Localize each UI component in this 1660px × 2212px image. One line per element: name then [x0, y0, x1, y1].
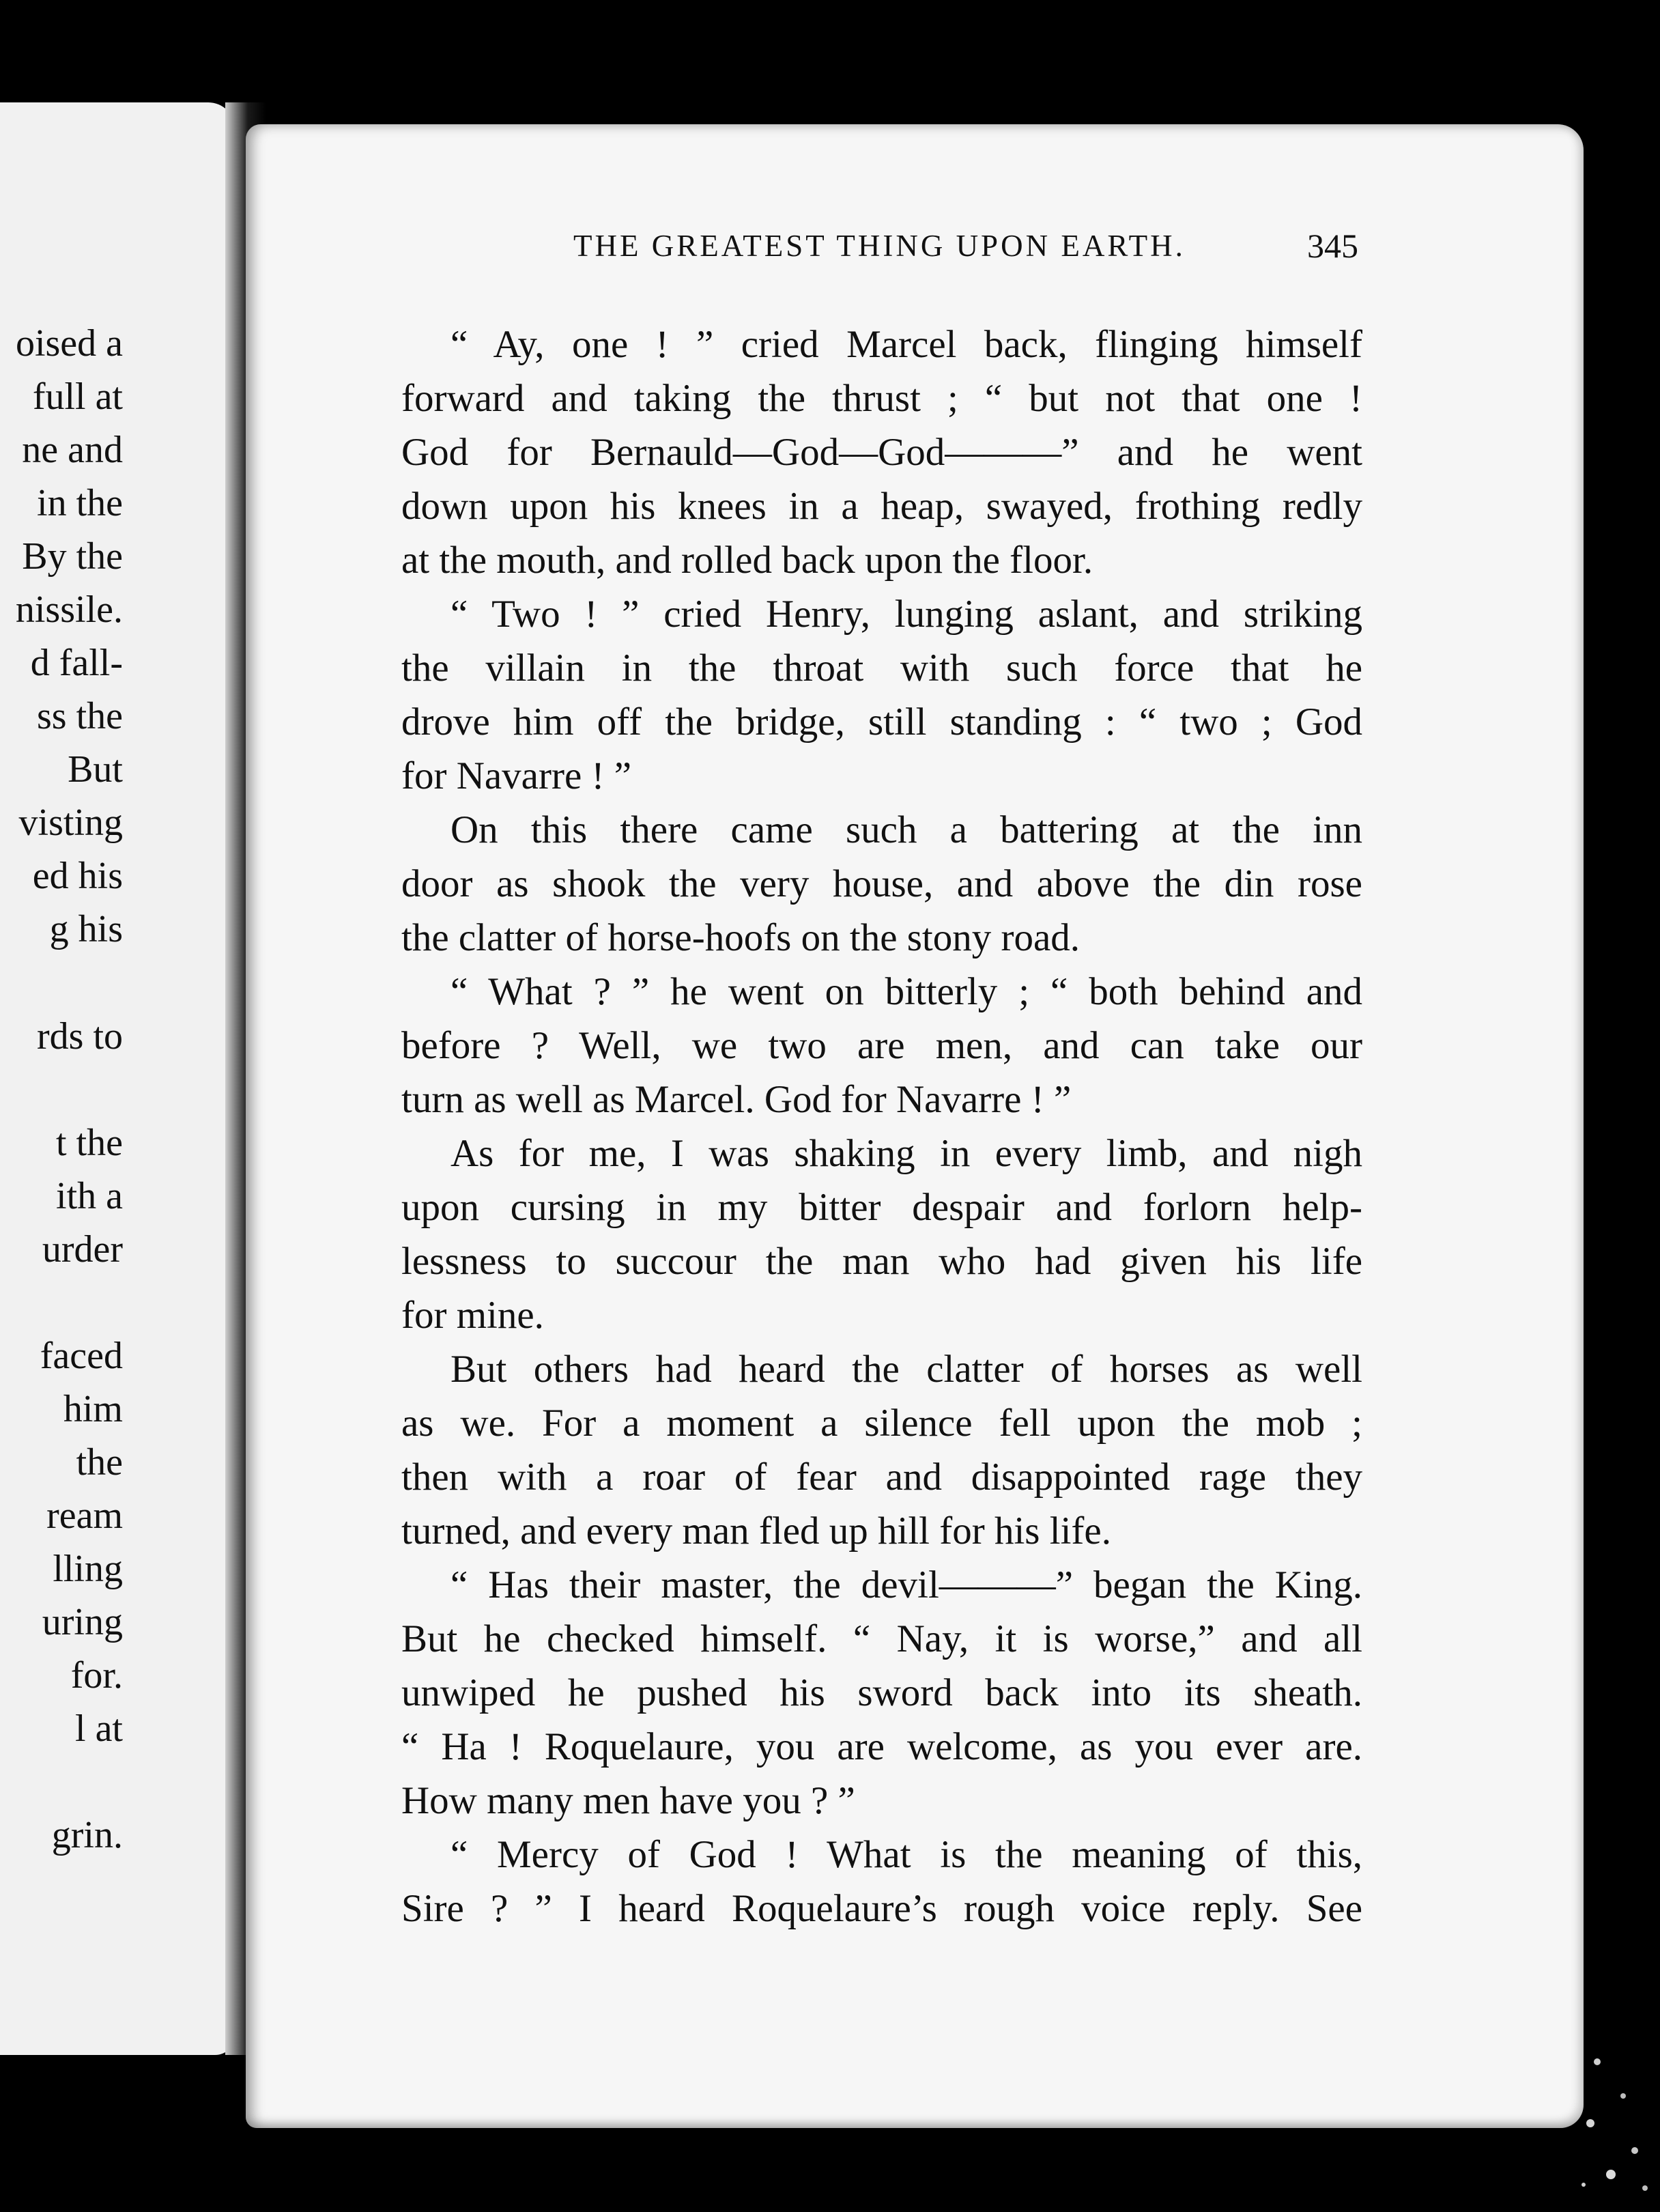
text-line: at the mouth, and rolled back upon the floor. — [401, 539, 1093, 582]
text-line: “ What ? ” he went on bitterly ; “ both behind and — [450, 970, 1362, 1013]
previous-page-line: oised a — [15, 322, 123, 365]
text-line: On this there came such a battering at the inn — [450, 808, 1362, 851]
text-line: for Navarre ! ” — [401, 754, 632, 797]
previous-page-line: him — [63, 1388, 123, 1430]
previous-page-line: g his — [49, 908, 123, 950]
text-line: But he checked himself. “ Nay, it is worse,” and all — [401, 1617, 1362, 1660]
previous-page-line: nissile. — [15, 589, 123, 631]
text-line: “ Ay, one ! ” cried Marcel back, flinging himself — [450, 323, 1362, 366]
text-line: “ Ha ! Roquelaure, you are welcome, as you ever are. — [401, 1725, 1362, 1768]
text-line: “ Has their master, the devil———” began the King. — [450, 1563, 1362, 1606]
previous-page-line: ith a — [56, 1175, 123, 1217]
previous-page-line: the — [76, 1441, 123, 1484]
page-number: 345 — [1307, 227, 1358, 265]
text-line: turn as well as Marcel. God for Navarre ! ” — [401, 1078, 1072, 1121]
text-line: as we. For a moment a silence fell upon the mob ; — [401, 1402, 1362, 1445]
previous-page-line: l at — [75, 1707, 123, 1750]
previous-page-line: full at — [32, 375, 123, 418]
text-line: for mine. — [401, 1294, 544, 1337]
text-line: down upon his knees in a heap, swayed, frothing redly — [401, 485, 1362, 528]
text-line: drove him off the bridge, still standing : “ two ; God — [401, 700, 1362, 743]
previous-page-line: visting — [18, 802, 123, 844]
scan-noise — [1570, 2021, 1660, 2212]
text-line: forward and taking the thrust ; “ but not that one ! — [401, 377, 1362, 420]
book-page — [246, 124, 1584, 2128]
previous-page-line: t the — [56, 1122, 123, 1164]
text-line: lessness to succour the man who had given his life — [401, 1240, 1362, 1283]
text-line: How many men have you ? ” — [401, 1779, 855, 1822]
text-line: upon cursing in my bitter despair and forlorn help- — [401, 1186, 1362, 1229]
text-line: before ? Well, we two are men, and can take our — [401, 1024, 1362, 1067]
text-line: door as shook the very house, and above the din rose — [401, 862, 1362, 905]
previous-page-line: in the — [37, 482, 123, 524]
previous-page-line: for. — [70, 1654, 123, 1697]
previous-page-line: grin. — [51, 1814, 123, 1856]
text-line: “ Two ! ” cried Henry, lunging aslant, and striking — [450, 593, 1362, 636]
text-line: Sire ? ” I heard Roquelaure’s rough voice reply. See — [401, 1887, 1362, 1930]
previous-page-line: ne and — [22, 429, 123, 471]
previous-page-line: uring — [42, 1601, 123, 1643]
text-line: God for Bernauld—God—God———” and he went — [401, 431, 1362, 474]
previous-page-line: faced — [40, 1335, 123, 1377]
text-line: As for me, I was shaking in every limb, and nigh — [450, 1132, 1362, 1175]
previous-page — [0, 102, 235, 2055]
previous-page-line: urder — [42, 1228, 123, 1271]
previous-page-line: d fall- — [30, 642, 123, 684]
text-line: turned, and every man fled up hill for his life. — [401, 1509, 1111, 1552]
previous-page-line: rds to — [37, 1015, 123, 1058]
text-line: “ Mercy of God ! What is the meaning of this, — [450, 1833, 1362, 1876]
text-line: unwiped he pushed his sword back into its sheath. — [401, 1671, 1362, 1714]
previous-page-line: But — [68, 748, 123, 791]
page-header — [573, 228, 1358, 269]
text-line: the clatter of horse-hoofs on the stony road. — [401, 916, 1081, 959]
previous-page-line: ed his — [32, 855, 123, 897]
text-line: But others had heard the clatter of horses as well — [450, 1348, 1362, 1391]
running-title: THE GREATEST THING UPON EARTH. — [573, 229, 1186, 263]
text-line: then with a roar of fear and disappointed rage they — [401, 1456, 1362, 1499]
previous-page-line: By the — [22, 535, 123, 578]
previous-page-line: lling — [53, 1548, 123, 1590]
previous-page-line: ream — [46, 1494, 123, 1537]
body-text — [401, 317, 1362, 1936]
previous-page-line: ss the — [37, 695, 123, 737]
text-line: the villain in the throat with such force that he — [401, 647, 1362, 690]
